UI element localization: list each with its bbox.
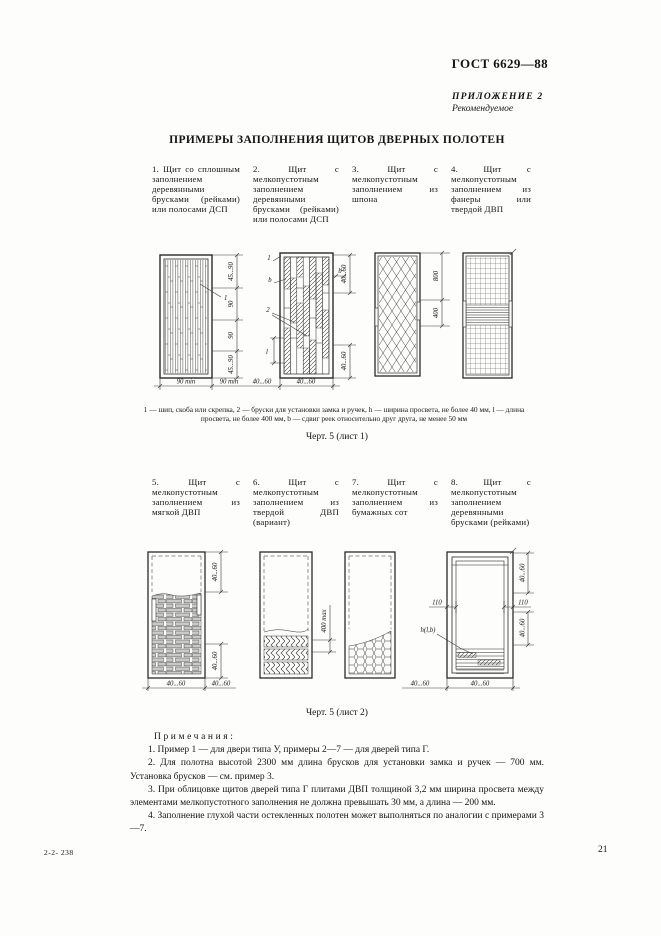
- callout-h: h(l,b): [420, 627, 436, 634]
- dim-label: 90: [228, 300, 235, 308]
- dim-label: 45...90: [228, 355, 235, 374]
- door-8-drawing: [402, 548, 534, 691]
- sheet1-drawings: [140, 248, 560, 400]
- sheet2-drawings: [140, 545, 560, 695]
- door-description-7: 7. Щит с мелкопустотным заполнением из бумажных сот: [352, 477, 438, 518]
- note-item-3: 3. При облицовке щитов дверей типа Г плитами ДВП толщиной 3,2 мм ширина просвета между элементами мелкопустотного заполнения не должна превышать 30 мм, а длина — 200 мм.: [130, 784, 544, 809]
- dim-label: 110: [518, 599, 528, 607]
- door-description-3: 3. Щит с мелкопустотным заполнением из шпона: [352, 164, 438, 205]
- dim-label: 40...60: [519, 618, 527, 638]
- dim-label: 110: [432, 599, 442, 607]
- door-4-drawing: [463, 249, 516, 378]
- dim-label: 40...60: [296, 378, 316, 386]
- door-6-drawing: [260, 552, 336, 678]
- appendix-note: Рекомендуемое: [452, 104, 514, 114]
- door-2-drawing: [253, 253, 356, 390]
- note-item-2: 2. Для полотна высотой 2300 мм длина брусков для установки замка и ручек — 700 мм. Установка брусков — см. пример 3.: [130, 758, 544, 782]
- dim-label: 40...60: [341, 351, 348, 371]
- callout-1: 1: [224, 295, 228, 302]
- dim-label: 40...60: [211, 680, 231, 688]
- door-5-drawing: [142, 550, 236, 691]
- sheet1-legend: 1 — шип, скоба или скрепка, 2 — бруски для установки замка и ручек, h — ширина просвета, не более 40 мм, l — длина просвета, не более 400 мм, b — сдвиг реек относительно друг друга, не менее 50 мм: [143, 405, 525, 424]
- dim-label: 40...60: [212, 562, 219, 582]
- dim-label-b: b: [268, 277, 272, 284]
- dim-label-l: l: [266, 349, 268, 356]
- sheet1-descriptions: [152, 164, 530, 225]
- notes-section: [130, 731, 544, 837]
- door-description-1: 1. Щит со сплошным заполнением деревянными брусками (рейками) или полосами ДСП: [152, 164, 240, 215]
- callout-1: 1: [267, 255, 271, 262]
- door-description-6: 6. Щит с мелкопустотным заполнением из твердой ДВП (вариант): [253, 477, 339, 528]
- dim-label: 40...60: [166, 680, 186, 688]
- dim-label: 90: [228, 332, 235, 339]
- sheet2-caption: Черт. 5 (лист 2): [306, 708, 368, 718]
- appendix-label: ПРИЛОЖЕНИЕ 2: [452, 92, 544, 102]
- page-number: 21: [598, 845, 608, 855]
- callout-2: 2: [266, 307, 270, 314]
- dim-label-b2: b: [338, 268, 342, 275]
- dim-label: 40...60: [341, 264, 348, 284]
- door-7-drawing: [345, 552, 395, 678]
- dim-label: 800: [433, 270, 440, 282]
- dim-label: 40...60: [212, 651, 219, 671]
- dim-label: 90 min: [219, 378, 239, 386]
- doc-code: ГОСТ 6629—88: [451, 56, 548, 71]
- dim-label: 40...60: [470, 680, 490, 688]
- page-title: ПРИМЕРЫ ЗАПОЛНЕНИЯ ЩИТОВ ДВЕРНЫХ ПОЛОТЕН: [169, 134, 505, 146]
- dim-label: 40...60: [410, 680, 430, 688]
- print-mark: 2-2- 238: [44, 848, 74, 857]
- door-description-2: 2. Щит с мелкопустотным заполнением деревянными брусками (рейками) или полосами ДСП: [253, 164, 339, 225]
- door-description-8: 8. Щит с мелкопустотным заполнением деревянными брусками (рейками): [451, 477, 531, 528]
- door-description-5: 5. Щит с мелкопустотным заполнением из мягкой ДВП: [152, 477, 240, 518]
- sheet2-descriptions: [152, 477, 530, 527]
- notes-heading: Примечания:: [154, 732, 236, 742]
- dim-label: 40...60: [519, 563, 527, 583]
- dim-label: 400 max: [321, 609, 328, 633]
- door-3-drawing: [375, 251, 450, 376]
- sheet1-caption: Черт. 5 (лист 1): [306, 432, 368, 442]
- dim-label: 40...60: [252, 378, 272, 386]
- dim-label: 45...90: [228, 262, 235, 281]
- dim-label: 400: [433, 307, 440, 319]
- note-item-1: 1. Пример 1 — для двери типа У, примеры 2—7 — для дверей типа Г.: [148, 745, 430, 756]
- door-description-4: 4. Щит с мелкопустотным заполнением из фанеры или твердой ДВП: [451, 164, 531, 215]
- note-item-4: 4. Заполнение глухой части остекленных полотен может выполняться по аналогии с примерами 3—7.: [130, 811, 544, 835]
- dim-label: 90 min: [176, 378, 196, 386]
